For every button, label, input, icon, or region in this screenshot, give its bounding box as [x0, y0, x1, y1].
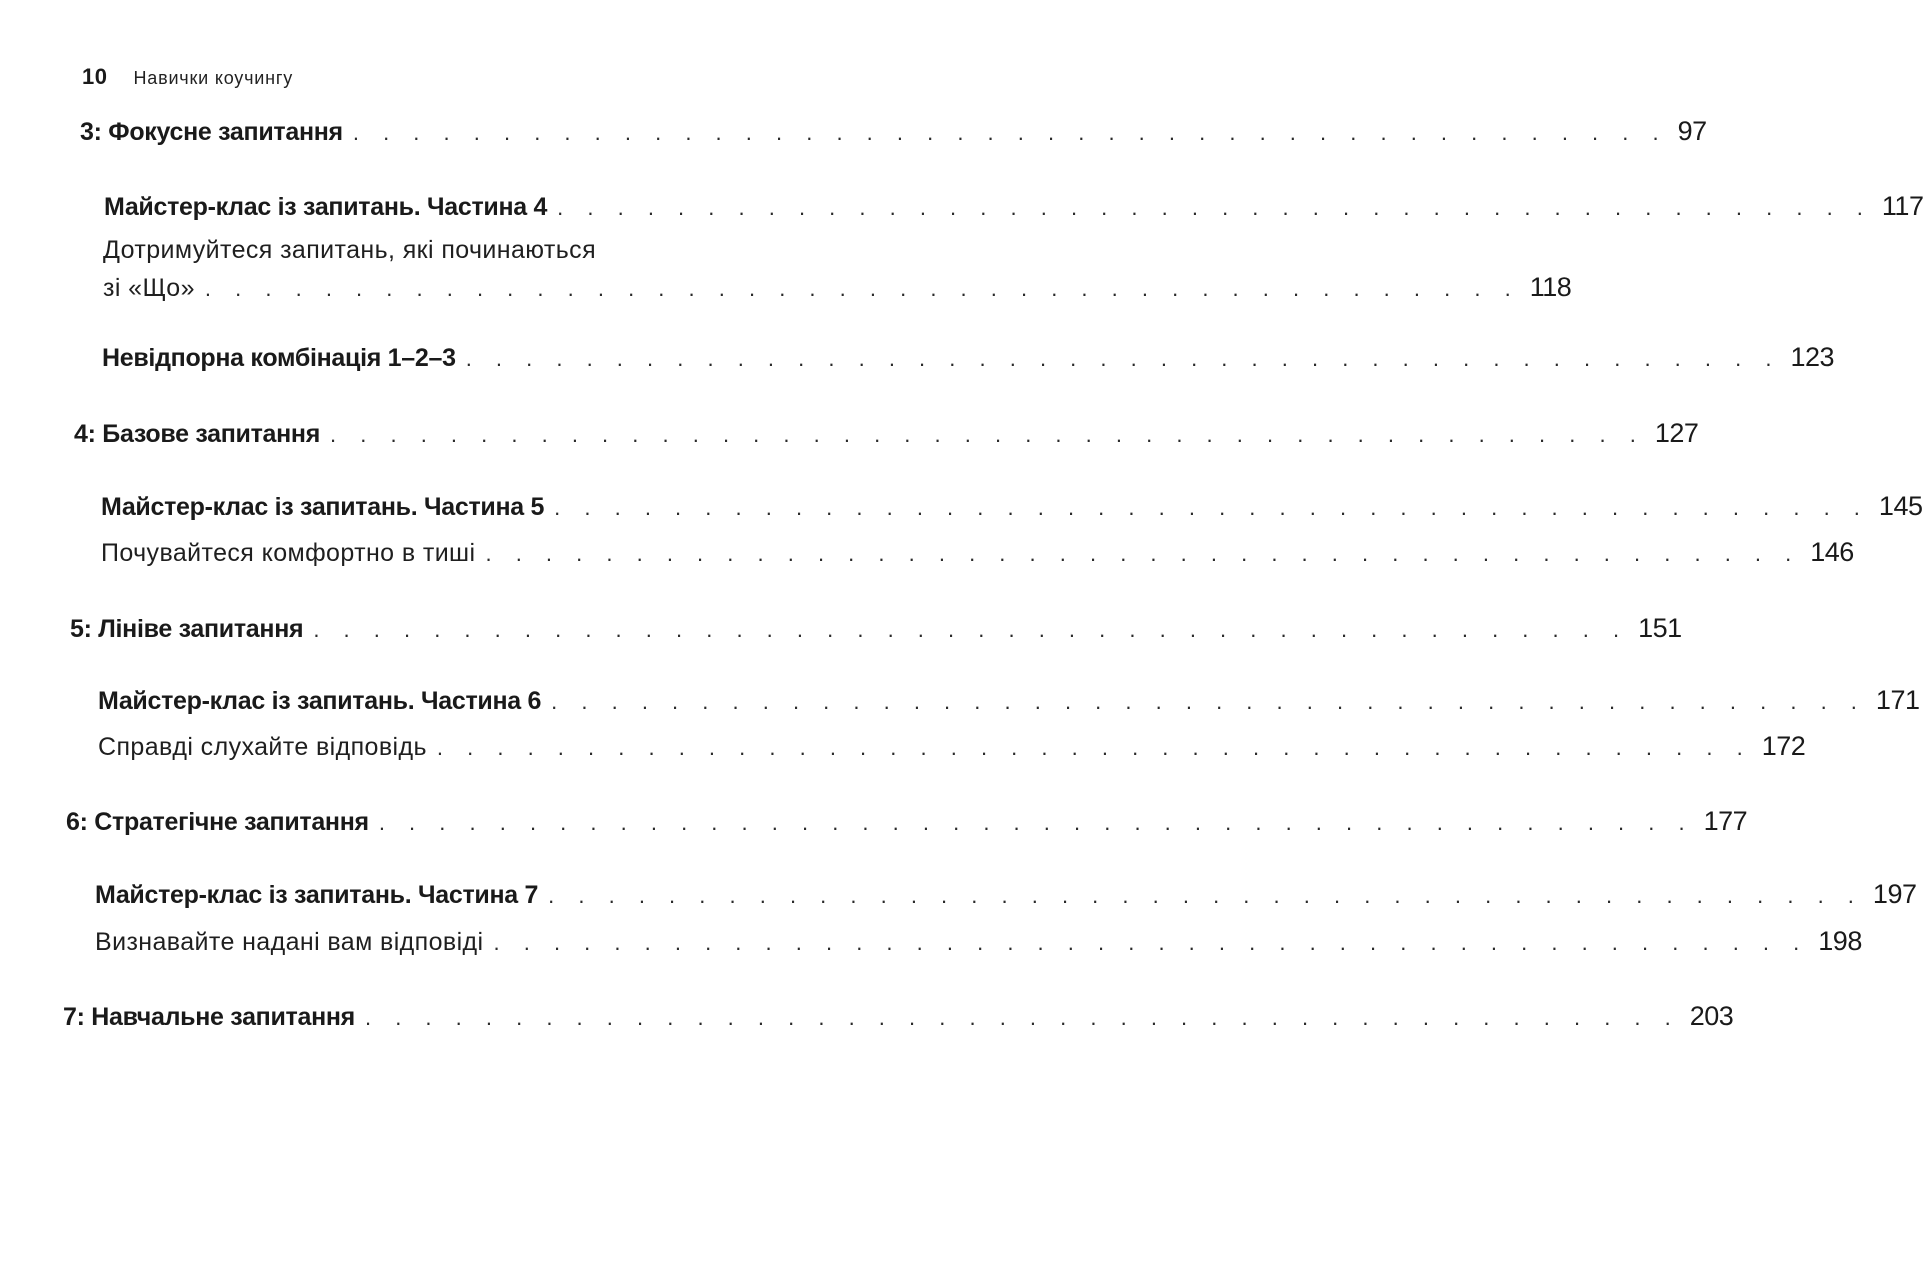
toc-entry-label: 7: Навчальне запитання — [63, 1003, 355, 1031]
toc-subsection-silence[interactable] — [101, 537, 1854, 568]
dot-leader: . . . . . . . . . . . . . . . . . . . . . . . . . . . . . . . . . . . . . . . . . . . . — [364, 1005, 1680, 1030]
page-number: 10 — [82, 64, 108, 89]
dot-leader: . . . . . . . . . . . . . . . . . . . . . . . . . . . . . . . . . . . . . . . . . . . . — [204, 276, 1520, 301]
toc-entry-label: 5: Лініве запитання — [70, 615, 304, 643]
toc-entry-label: зі «Що» — [103, 274, 195, 302]
toc-combination-123[interactable] — [102, 342, 1835, 373]
toc-entry-label: 4: Базове запитання — [74, 420, 321, 448]
toc-page-number: 177 — [1703, 806, 1748, 836]
toc-entry-label: 3: Фокусне запитання — [80, 118, 343, 146]
book-title: Навички коучингу — [133, 68, 294, 88]
toc-entry-label: Справді слухайте відповідь — [98, 733, 427, 761]
toc-entry-label: Почувайтеся комфортно в тиші — [101, 539, 476, 567]
dot-leader: . . . . . . . . . . . . . . . . . . . . . . . . . . . . . . . . . . . . . . . . . . . . — [551, 689, 1866, 714]
dot-leader: . . . . . . . . . . . . . . . . . . . . . . . . . . . . . . . . . . . . . . . . . . . . — [493, 930, 1809, 955]
toc-entry-label-line1: Дотримуйтеся запитань, які починаються — [103, 236, 597, 264]
toc-page-number: 117 — [1881, 191, 1923, 221]
dot-leader: . . . . . . . . . . . . . . . . . . . . . . . . . . . . . . . . . . . . . . . . . . . . — [548, 883, 1863, 908]
dot-leader: . . . . . . . . . . . . . . . . . . . . . . . . . . . . . . . . . . . . . . . . . . . . — [352, 120, 1668, 145]
toc-chapter-7[interactable] — [63, 1001, 1734, 1032]
toc-chapter-6[interactable] — [66, 806, 1748, 837]
toc-chapter-5[interactable] — [70, 613, 1682, 644]
toc-page-number: 118 — [1529, 272, 1572, 302]
toc-entry-label: Визнавайте надані вам відповіді — [95, 928, 484, 956]
toc-masterclass-6[interactable] — [98, 685, 1920, 716]
dot-leader: . . . . . . . . . . . . . . . . . . . . . . . . . . . . . . . . . . . . . . . . . . . . — [554, 495, 1869, 520]
dot-leader: . . . . . . . . . . . . . . . . . . . . . . . . . . . . . . . . . . . . . . . . . . . . — [330, 422, 1645, 447]
toc-page-number: 127 — [1654, 418, 1699, 448]
toc-masterclass-5[interactable] — [101, 491, 1923, 522]
toc-page-number: 197 — [1872, 879, 1917, 909]
dot-leader: . . . . . . . . . . . . . . . . . . . . . . . . . . . . . . . . . . . . . . . . . . . . — [378, 810, 1694, 835]
dot-leader: . . . . . . . . . . . . . . . . . . . . . . . . . . . . . . . . . . . . . . . . . . . . — [465, 346, 1781, 371]
toc-page-number: 145 — [1878, 491, 1923, 521]
toc-subsection-acknowledge[interactable] — [95, 926, 1862, 957]
toc-subsection-listen[interactable] — [98, 731, 1806, 762]
toc-entry-label: 6: Стратегічне запитання — [66, 808, 369, 836]
toc-subsection-what[interactable] — [103, 272, 1572, 303]
toc-page-number: 203 — [1689, 1001, 1734, 1031]
toc-entry-label: Майстер-клас із запитань. Частина 7 — [95, 881, 539, 909]
toc-entry-label: Майстер-клас із запитань. Частина 6 — [98, 687, 542, 715]
toc-masterclass-4[interactable] — [104, 191, 1923, 222]
toc-page-number: 97 — [1677, 116, 1707, 146]
dot-leader: . . . . . . . . . . . . . . . . . . . . . . . . . . . . . . . . . . . . . . . . . . . . — [436, 735, 1752, 760]
toc-masterclass-7[interactable] — [95, 879, 1917, 910]
running-head — [82, 64, 293, 90]
toc-chapter-3[interactable] — [80, 116, 1707, 147]
toc-page-number: 123 — [1790, 342, 1835, 372]
dot-leader: . . . . . . . . . . . . . . . . . . . . . . . . . . . . . . . . . . . . . . . . . . . . — [313, 617, 1629, 642]
toc-page-number: 146 — [1810, 537, 1854, 567]
toc-page-number: 198 — [1818, 926, 1862, 956]
toc-page-number: 171 — [1875, 685, 1920, 715]
toc-page-number: 172 — [1761, 731, 1806, 761]
dot-leader: . . . . . . . . . . . . . . . . . . . . . . . . . . . . . . . . . . . . . . . . . . . . — [557, 195, 1872, 220]
toc-page-number: 151 — [1638, 613, 1682, 643]
toc-chapter-4[interactable] — [74, 418, 1699, 449]
dot-leader: . . . . . . . . . . . . . . . . . . . . . . . . . . . . . . . . . . . . . . . . . . . . — [485, 541, 1801, 566]
toc-entry-label: Майстер-клас із запитань. Частина 4 — [104, 193, 548, 221]
toc-entry-label: Невідпорна комбінація 1–2–3 — [102, 344, 456, 372]
toc-entry-label: Майстер-клас із запитань. Частина 5 — [101, 493, 545, 521]
